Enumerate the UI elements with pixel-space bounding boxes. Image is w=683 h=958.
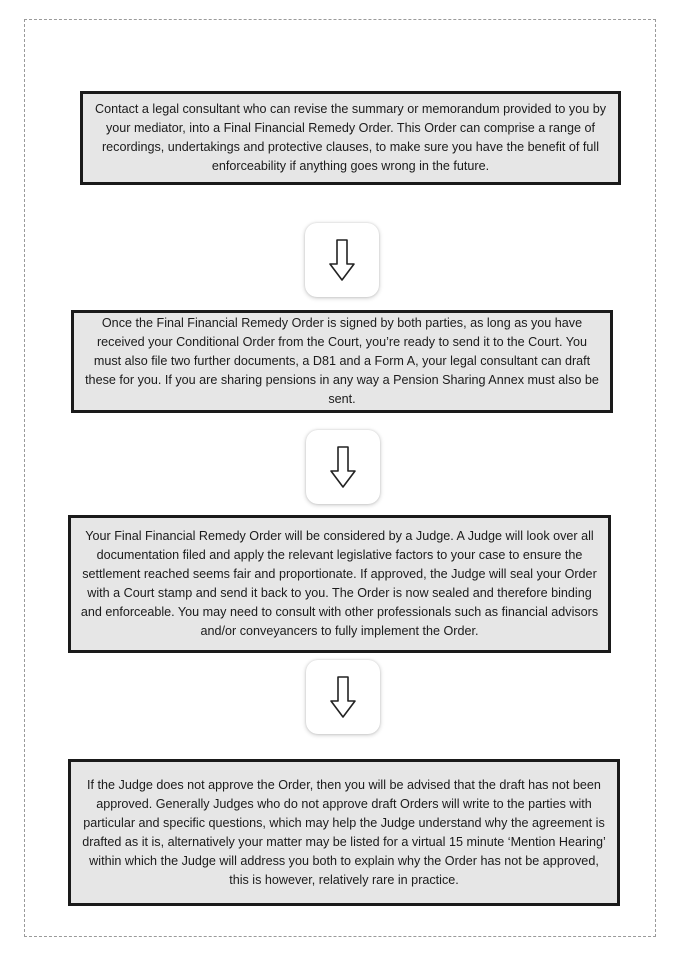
flow-step-2 bbox=[71, 310, 613, 413]
down-arrow-icon bbox=[329, 675, 357, 719]
flow-step-3 bbox=[68, 515, 611, 653]
flow-arrow-1 bbox=[305, 223, 379, 297]
flow-step-2-text: Once the Final Financial Remedy Order is signed by both parties, as long as you have received your Conditional Order from the Court, you’re ready to send it to the Court. You must also file two further documents, a D81 and a Form A, your legal consultant can draft these for you. If you are sharing pensions in any way a Pension Sharing Annex must also be sent. bbox=[85, 316, 599, 406]
flow-step-1-text: Contact a legal consultant who can revise the summary or memorandum provided to you by your mediator, into a Final Financial Remedy Order. This Order can comprise a range of recordings, undertakings and protective clauses, to make sure you have the benefit of full enforceability if anything goes wrong in the future. bbox=[95, 102, 606, 173]
flow-step-1 bbox=[80, 91, 621, 185]
down-arrow-icon bbox=[328, 238, 356, 282]
flow-step-4-text: If the Judge does not approve the Order, then you will be advised that the draft has not been approved. Generally Judges who do not approve draft Orders will write to the parties with particular and specific questions, which may help the Judge understand why the agreement is drafted as it is, alternatively your matter may be listed for a virtual 15 minute ‘Mention Hearing’ within which the Judge will address you both to explain why the Order has not be approved, this is however, relatively rare in practice. bbox=[82, 777, 606, 887]
flow-arrow-2 bbox=[306, 430, 380, 504]
down-arrow-icon bbox=[329, 445, 357, 489]
flow-step-4 bbox=[68, 759, 620, 906]
flow-step-3-text: Your Final Financial Remedy Order will be considered by a Judge. A Judge will look over all documentation filed and apply the relevant legislative factors to your case to ensure the settlement reached seems fair and proportionate. If approved, the Judge will seal your Order with a Court stamp and send it back to you. The Order is now sealed and therefore binding and enforceable. You may need to consult with other professionals such as financial advisors and/or conveyancers to fully implement the Order. bbox=[80, 529, 599, 638]
flow-arrow-3 bbox=[306, 660, 380, 734]
